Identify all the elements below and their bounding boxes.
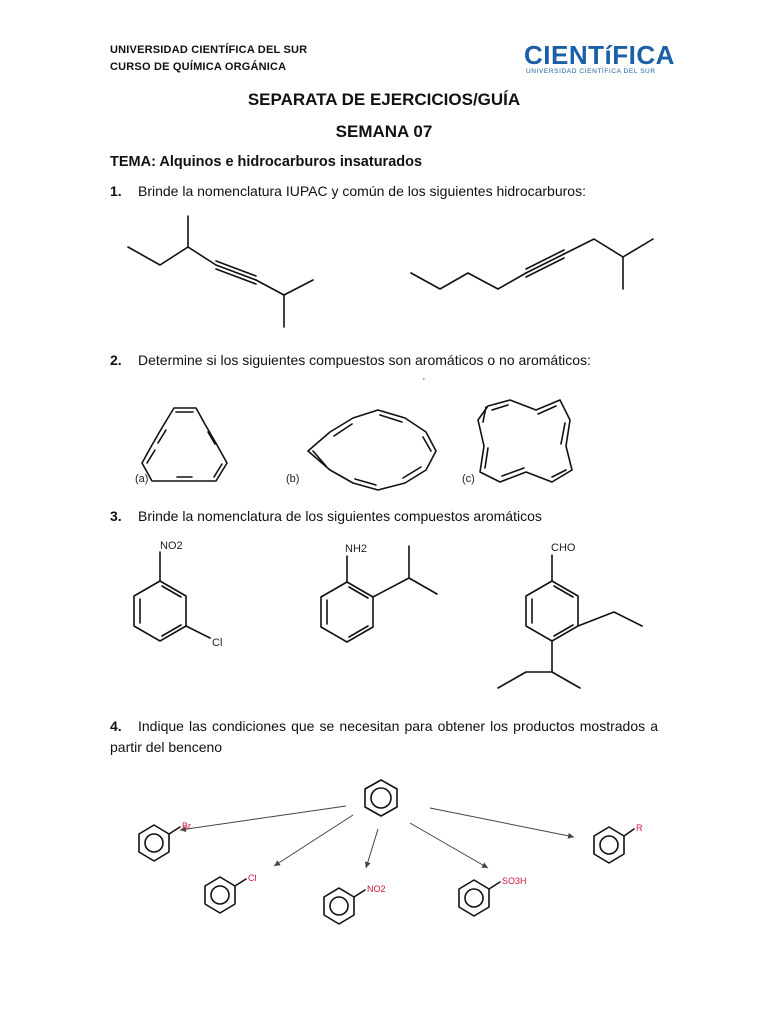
course-name: CURSO DE QUÍMICA ORGÁNICA bbox=[110, 61, 287, 73]
arrow-to-benzenesulfonic-acid bbox=[410, 823, 488, 868]
q3-compound-1 bbox=[134, 552, 210, 641]
question-1-text: Brinde la nomenclatura IUPAC y común de los siguientes hidrocarburos: bbox=[138, 183, 586, 199]
q4-label-so3h: SO3H bbox=[502, 876, 527, 886]
q2-compound-a bbox=[142, 408, 227, 481]
university-name: UNIVERSIDAD CIENTÍFICA DEL SUR bbox=[110, 44, 308, 56]
question-4-text: Indique las condiciones que se necesitan para obtener los productos mostrados a partir del benceno bbox=[110, 718, 658, 755]
question-2-text: Determine si los siguientes compuestos son aromáticos o no aromáticos: bbox=[138, 352, 591, 368]
q2-label-b: (b) bbox=[286, 473, 300, 485]
q2-compound-c bbox=[478, 400, 572, 482]
q4-product-alkylbenzene bbox=[594, 827, 634, 863]
q3-compound-3 bbox=[498, 555, 642, 688]
q4-label-cl: Cl bbox=[248, 873, 257, 883]
q4-product-nitrobenzene bbox=[324, 888, 365, 924]
q4-product-bromobenzene bbox=[139, 825, 180, 861]
arrow-to-bromobenzene bbox=[180, 806, 346, 830]
q3-label-nh2: NH2 bbox=[345, 543, 368, 555]
q4-label-no2: NO2 bbox=[367, 884, 386, 894]
arrow-to-alkylbenzene bbox=[430, 808, 574, 837]
q3-label-cl: Cl bbox=[212, 637, 223, 649]
q3-compound-2 bbox=[321, 546, 437, 642]
arrow-to-nitrobenzene bbox=[366, 829, 378, 868]
q4-product-benzenesulfonic-acid bbox=[459, 880, 500, 916]
question-2-number: 2. bbox=[110, 352, 122, 368]
q1-alkyne-structure-1 bbox=[128, 216, 313, 327]
q4-product-chlorobenzene bbox=[205, 877, 246, 913]
q4-benzene-reactant bbox=[365, 780, 397, 816]
question-3-text: Brinde la nomenclatura de los siguientes compuestos aromáticos bbox=[138, 508, 542, 524]
week-title: SEMANA 07 bbox=[335, 122, 433, 141]
q4-label-br: Br bbox=[182, 821, 191, 831]
question-1-number: 1. bbox=[110, 183, 122, 199]
q1-alkyne-structure-2 bbox=[411, 239, 653, 289]
q3-label-cho: CHO bbox=[551, 542, 576, 554]
question-3-number: 3. bbox=[110, 508, 122, 524]
stray-dot: · bbox=[422, 373, 426, 385]
q2-label-c: (c) bbox=[462, 473, 475, 485]
q2-compound-b bbox=[308, 410, 436, 490]
arrow-to-chlorobenzene bbox=[274, 815, 353, 866]
q4-label-r: R bbox=[636, 823, 643, 833]
q3-label-no2: NO2 bbox=[160, 540, 183, 552]
logo-wordmark: CIENTíFICA bbox=[524, 40, 675, 70]
logo-subtitle: UNIVERSIDAD CIENTÍFICA DEL SUR bbox=[526, 68, 656, 75]
page-title: SEPARATA DE EJERCICIOS/GUÍA bbox=[247, 90, 521, 109]
question-4-number: 4. bbox=[110, 718, 122, 734]
topic-heading: TEMA: Alquinos e hidrocarburos insaturados bbox=[110, 154, 423, 170]
q2-label-a: (a) bbox=[135, 473, 149, 485]
